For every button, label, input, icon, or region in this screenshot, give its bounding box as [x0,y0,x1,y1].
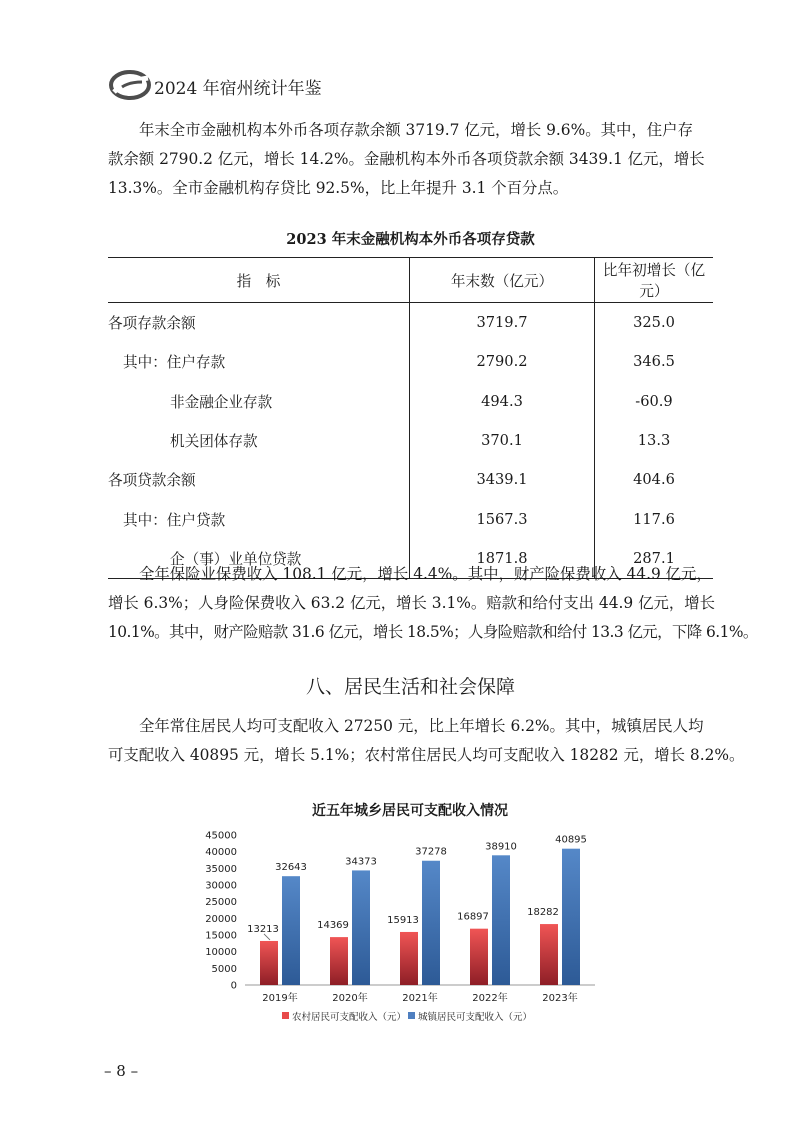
rural-income-label: 15913 [387,914,419,926]
row-label: 其中：住户存款 [123,354,226,372]
x-tick-label: 2019年 [262,993,298,1004]
row-growth: 346.5 [595,342,714,381]
row-label: 非金融企业存款 [170,393,273,411]
header-title: 2024 年宿州统计年鉴 [154,79,322,99]
row-value: 1871.8 [410,539,595,579]
y-tick-label: 0 [230,980,237,992]
row-growth: 404.6 [595,460,714,499]
paragraph-line: 13.3%。全市金融机构存贷比 92.5%，比上年提升 3.1 个百分点。 [108,179,569,197]
legend-label-urban: 城镇居民可支配收入（元） [418,1012,533,1023]
rural-income-label: 18282 [527,907,559,919]
y-tick-label: 40000 [205,847,237,859]
x-tick-label: 2020年 [332,993,368,1004]
urban-income-bar [352,870,370,985]
col-header-year-end: 年末数（亿元） [410,258,595,303]
row-value: 494.3 [410,382,595,421]
deposit-loan-table [108,257,713,579]
paragraph-insurance [108,560,758,647]
x-tick-label: 2023年 [542,993,578,1004]
x-tick-label: 2022年 [472,993,508,1004]
y-tick-label: 35000 [205,863,237,875]
y-tick-label: 30000 [205,880,237,892]
table-row [108,342,713,381]
row-value: 2790.2 [410,342,595,381]
paragraph-line: 10.1%。其中，财产险赔款 31.6 亿元，增长 18.5%；人身险赔款和给付 13.3 亿元，下降 6.1%。 [108,623,758,641]
table-title: 2023 年末金融机构本外币各项存贷款 [286,231,535,248]
row-growth: 13.3 [595,421,714,460]
section-heading: 八、居民生活和社会保障 [305,676,515,698]
paragraph-line: 全年保险业保费收入 108.1 亿元，增长 4.4%。其中，财产险保费收入 44.9 亿元， [139,565,712,583]
legend-swatch-urban [408,1012,415,1019]
chart-title: 近五年城乡居民可支配收入情况 [312,803,508,819]
row-growth: 325.0 [595,303,714,343]
row-value: 3439.1 [410,460,595,499]
rural-income-label: 13213 [247,923,279,935]
row-value: 370.1 [410,421,595,460]
urban-income-bar [492,855,510,985]
table-row [108,303,713,343]
legend-label-rural: 农村居民可支配收入（元） [292,1012,407,1023]
row-label: 机关团体存款 [170,433,258,451]
y-tick-label: 20000 [205,913,237,925]
y-tick-label: 10000 [205,947,237,959]
paragraph-line: 可支配收入 40895 元，增长 5.1%；农村常住居民人均可支配收入 18282 元，增长 8.2%。 [108,746,745,764]
row-value: 1567.3 [410,499,595,538]
rural-income-bar [260,941,278,985]
y-tick-label: 5000 [211,963,237,975]
page-number: – 8 – [104,1062,139,1080]
row-label: 其中：住户贷款 [123,511,226,529]
paragraph-line: 全年常住居民人均可支配收入 27250 元，比上年增长 6.2%。其中，城镇居民人均 [139,717,704,735]
urban-income-label: 37278 [415,846,447,858]
paragraph-line: 增长 6.3%；人身险保费收入 63.2 亿元，增长 3.1%。赔款和给付支出 44.9 亿元，增长 [108,594,716,612]
rural-income-bar [400,932,418,985]
row-growth: 117.6 [595,499,714,538]
paragraph-income [108,712,745,770]
y-tick-label: 45000 [205,830,237,842]
rural-income-bar [470,929,488,985]
urban-income-bar [562,849,580,985]
table-header-row [108,258,713,303]
income-bar-chart [190,820,610,1045]
row-growth: 287.1 [595,539,714,579]
table-row [108,499,713,538]
col-header-indicator: 指 标 [108,258,410,303]
legend-swatch-rural [282,1012,289,1019]
rural-income-bar [540,924,558,985]
rural-income-label: 14369 [317,920,349,932]
urban-income-label: 38910 [485,841,517,853]
table-row [108,421,713,460]
row-label: 企（事）业单位贷款 [108,539,410,579]
table-row [108,382,713,421]
urban-income-bar [422,861,440,985]
table-row [108,460,713,499]
row-value: 3719.7 [410,303,595,343]
x-tick-label: 2021年 [402,993,438,1004]
paragraph-line: 年末全市金融机构本外币各项存款余额 3719.7 亿元，增长 9.6%。其中，住户存 [139,121,693,139]
page-header [88,68,728,104]
rural-income-bar [330,937,348,985]
paragraph-line: 款余额 2790.2 亿元，增长 14.2%。金融机构本外币各项贷款余额 3439.1 亿元，增长 [108,150,705,168]
y-tick-label: 15000 [205,930,237,942]
row-label: 各项贷款余额 [108,472,196,490]
urban-income-label: 32643 [275,862,307,874]
col-header-growth: 比年初增长（亿元） [595,258,714,303]
yearbook-logo-icon [108,68,152,102]
urban-income-bar [282,876,300,985]
urban-income-label: 34373 [345,856,377,868]
urban-income-label: 40895 [555,834,587,846]
rural-income-label: 16897 [457,911,489,923]
paragraph-finance [108,116,713,203]
row-label: 各项存款余额 [108,315,196,333]
y-tick-label: 25000 [205,897,237,909]
row-growth: -60.9 [595,382,714,421]
